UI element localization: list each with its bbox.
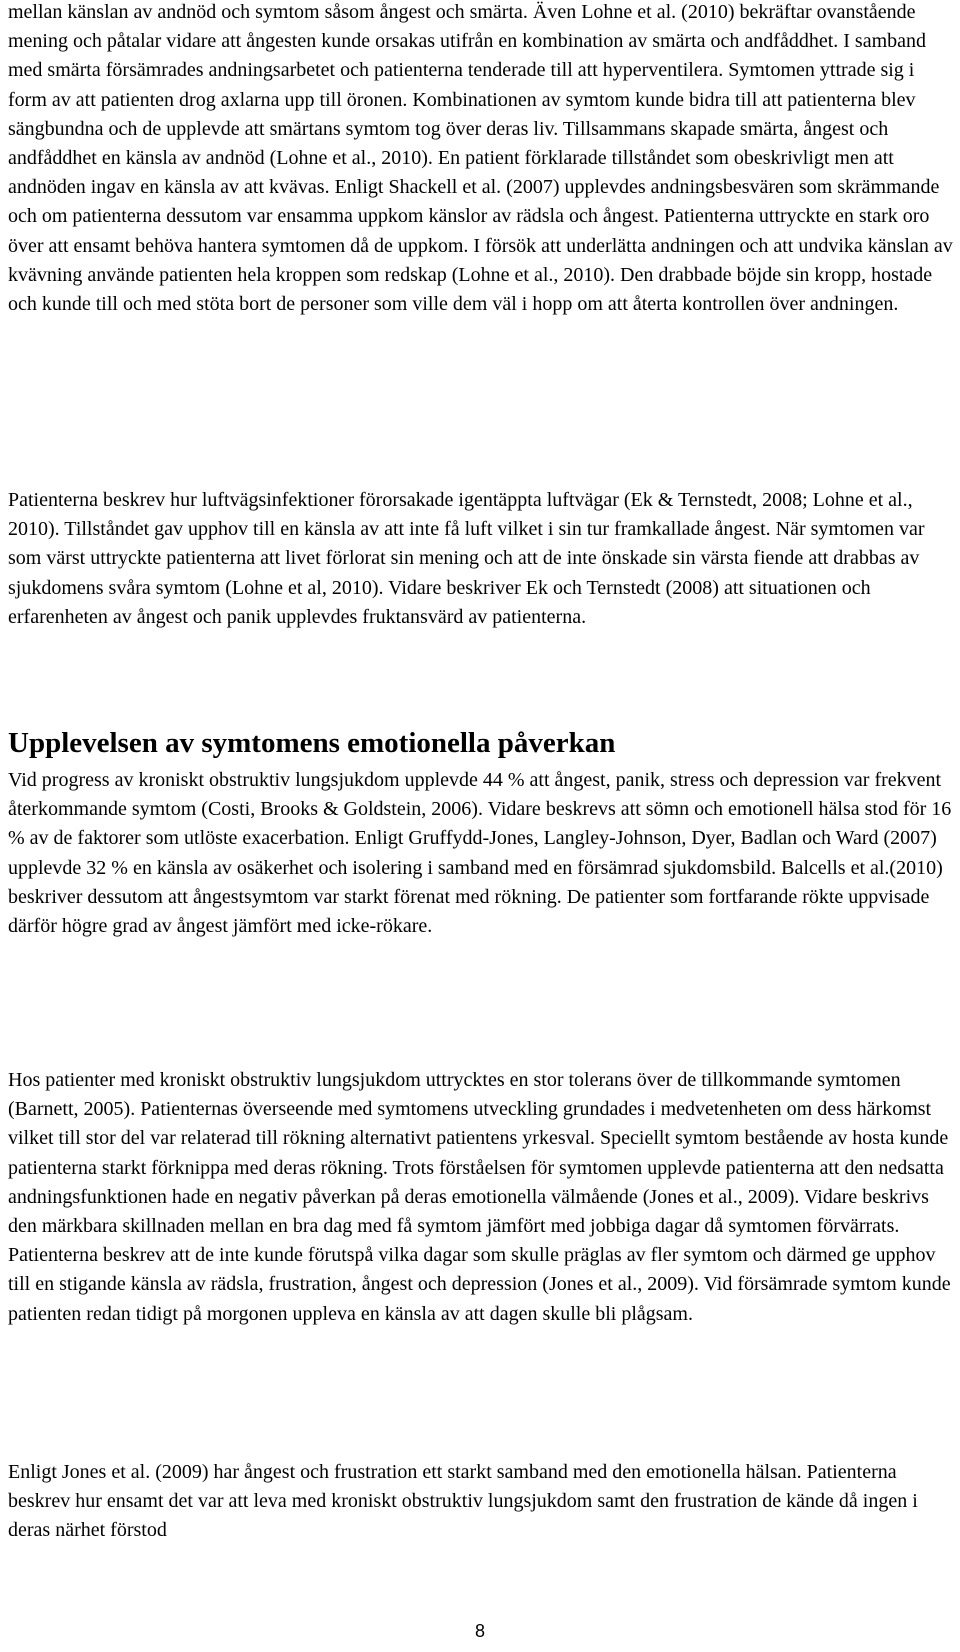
body-paragraph: Enligt Jones et al. (2009) har ångest och frustration ett starkt samband med den emotionella hälsan. Patienterna beskrev hur ensamt det var att leva med kroniskt obstruktiv lungsjukdom samt den frustration de kände då ingen i deras närhet förstod bbox=[8, 1461, 918, 1542]
section-heading: Upplevelsen av symtomens emotionella påverkan bbox=[8, 727, 616, 759]
page-number: 8 bbox=[474, 1621, 485, 1641]
body-paragraph: Vid progress av kroniskt obstruktiv lungsjukdom upplevde 44 % att ångest, panik, stress och depression var frekvent återkommande symtom (Costi, Brooks & Goldstein, 2006). Vidare beskrevs att sömn och emotionell hälsa stod för 16 % av de faktorer som utlöste exacerbation. Enligt Gruffydd-Jones, Langley-Johnson, Dyer, Badlan och Ward (2007) upplevde 32 % en känsla av osäkerhet och isolering i samband med en försämrad sjukdomsbild. Balcells et al.(2010) beskriver dessutom att ångestsymtom var starkt förenat med rökning. De patienter som fortfarande rökte uppvisade därför högre grad av ångest jämfört med icke-rökare. bbox=[8, 769, 952, 938]
body-paragraph: Hos patienter med kroniskt obstruktiv lungsjukdom uttrycktes en stor tolerans över de tillkommande symtomen (Barnett, 2005). Patienternas överseende med symtomens utveckling grundades i medvetenheten om dess härkomst vilket till stor del var relaterad till rökning alternativt patientens yrkesval. Speciellt symtom bestående av hosta kunde patienterna starkt förknippa med deras rökning. Trots förståelsen för symtomen upplevde patienterna att den nedsatta andningsfunktionen hade en negativ påverkan på deras emotionella välmående (Jones et al., 2009). Vidare beskrivs den märkbara skillnaden mellan en bra dag med få symtom jämfört med jobbiga dagar då symtomen förvärrats. Patienterna beskrev att de inte kunde förutspå vilka dagar som skulle präglas av fler symtom och därmed ge upphov till en stigande känsla av rädsla, frustration, ångest och depression (Jones et al., 2009). Vid försämrade symtom kunde patienten redan tidigt på morgonen uppleva en känsla av att dagen skulle bli plågsam. bbox=[8, 1069, 951, 1325]
body-paragraph: Patienterna beskrev hur luftvägsinfektioner förorsakade igentäppta luftvägar (Ek & Ternstedt, 2008; Lohne et al., 2010). Tillståndet gav upphov till en känsla av att inte få luft vilket i sin tur framkallade ångest. När symtomen var som värst uttryckte patienterna att livet förlorat sin mening och att de inte önskade sin värsta fiende att drabbas av sjukdomens svåra symtom (Lohne et al, 2010). Vidare beskriver Ek och Ternstedt (2008) att situationen och erfarenheten av ångest och panik upplevdes fruktansvärd av patienterna. bbox=[8, 489, 925, 628]
body-paragraph: mellan känslan av andnöd och symtom såsom ångest och smärta. Även Lohne et al. (2010) bekräftar ovanstående mening och påtalar vidare att ångesten kunde orsakas utifrån en kombination av smärta och andfåddhet. I samband med smärta försämrades andningsarbetet och patienterna tenderade till att hyperventilera. Symtomen yttrade sig i form av att patienten drog axlarna upp till öronen. Kombinationen av symtom kunde bidra till att patienterna blev sängbundna och de upplevde att smärtans symtom tog över deras liv. Tillsammans skapade smärta, ångest och andfåddhet en känsla av andnöd (Lohne et al., 2010). En patient förklarade tillståndet som obeskrivligt men att andnöden ingav en känsla av att kvävas. Enligt Shackell et al. (2007) upplevdes andningsbesvären som skrämmande och om patienterna dessutom var ensamma uppkom känslor av rädsla och ångest. Patienterna uttryckte en stark oro över att ensamt behöva hantera symtomen då de uppkom. I försök att underlätta andningen och att undvika känslan av kvävning använde patienten hela kroppen som redskap (Lohne et al., 2010). Den drabbade böjde sin kropp, hostade och kunde till och med stöta bort de personer som ville dem väl i hopp om att återta kontrollen över andningen. bbox=[8, 1, 953, 316]
